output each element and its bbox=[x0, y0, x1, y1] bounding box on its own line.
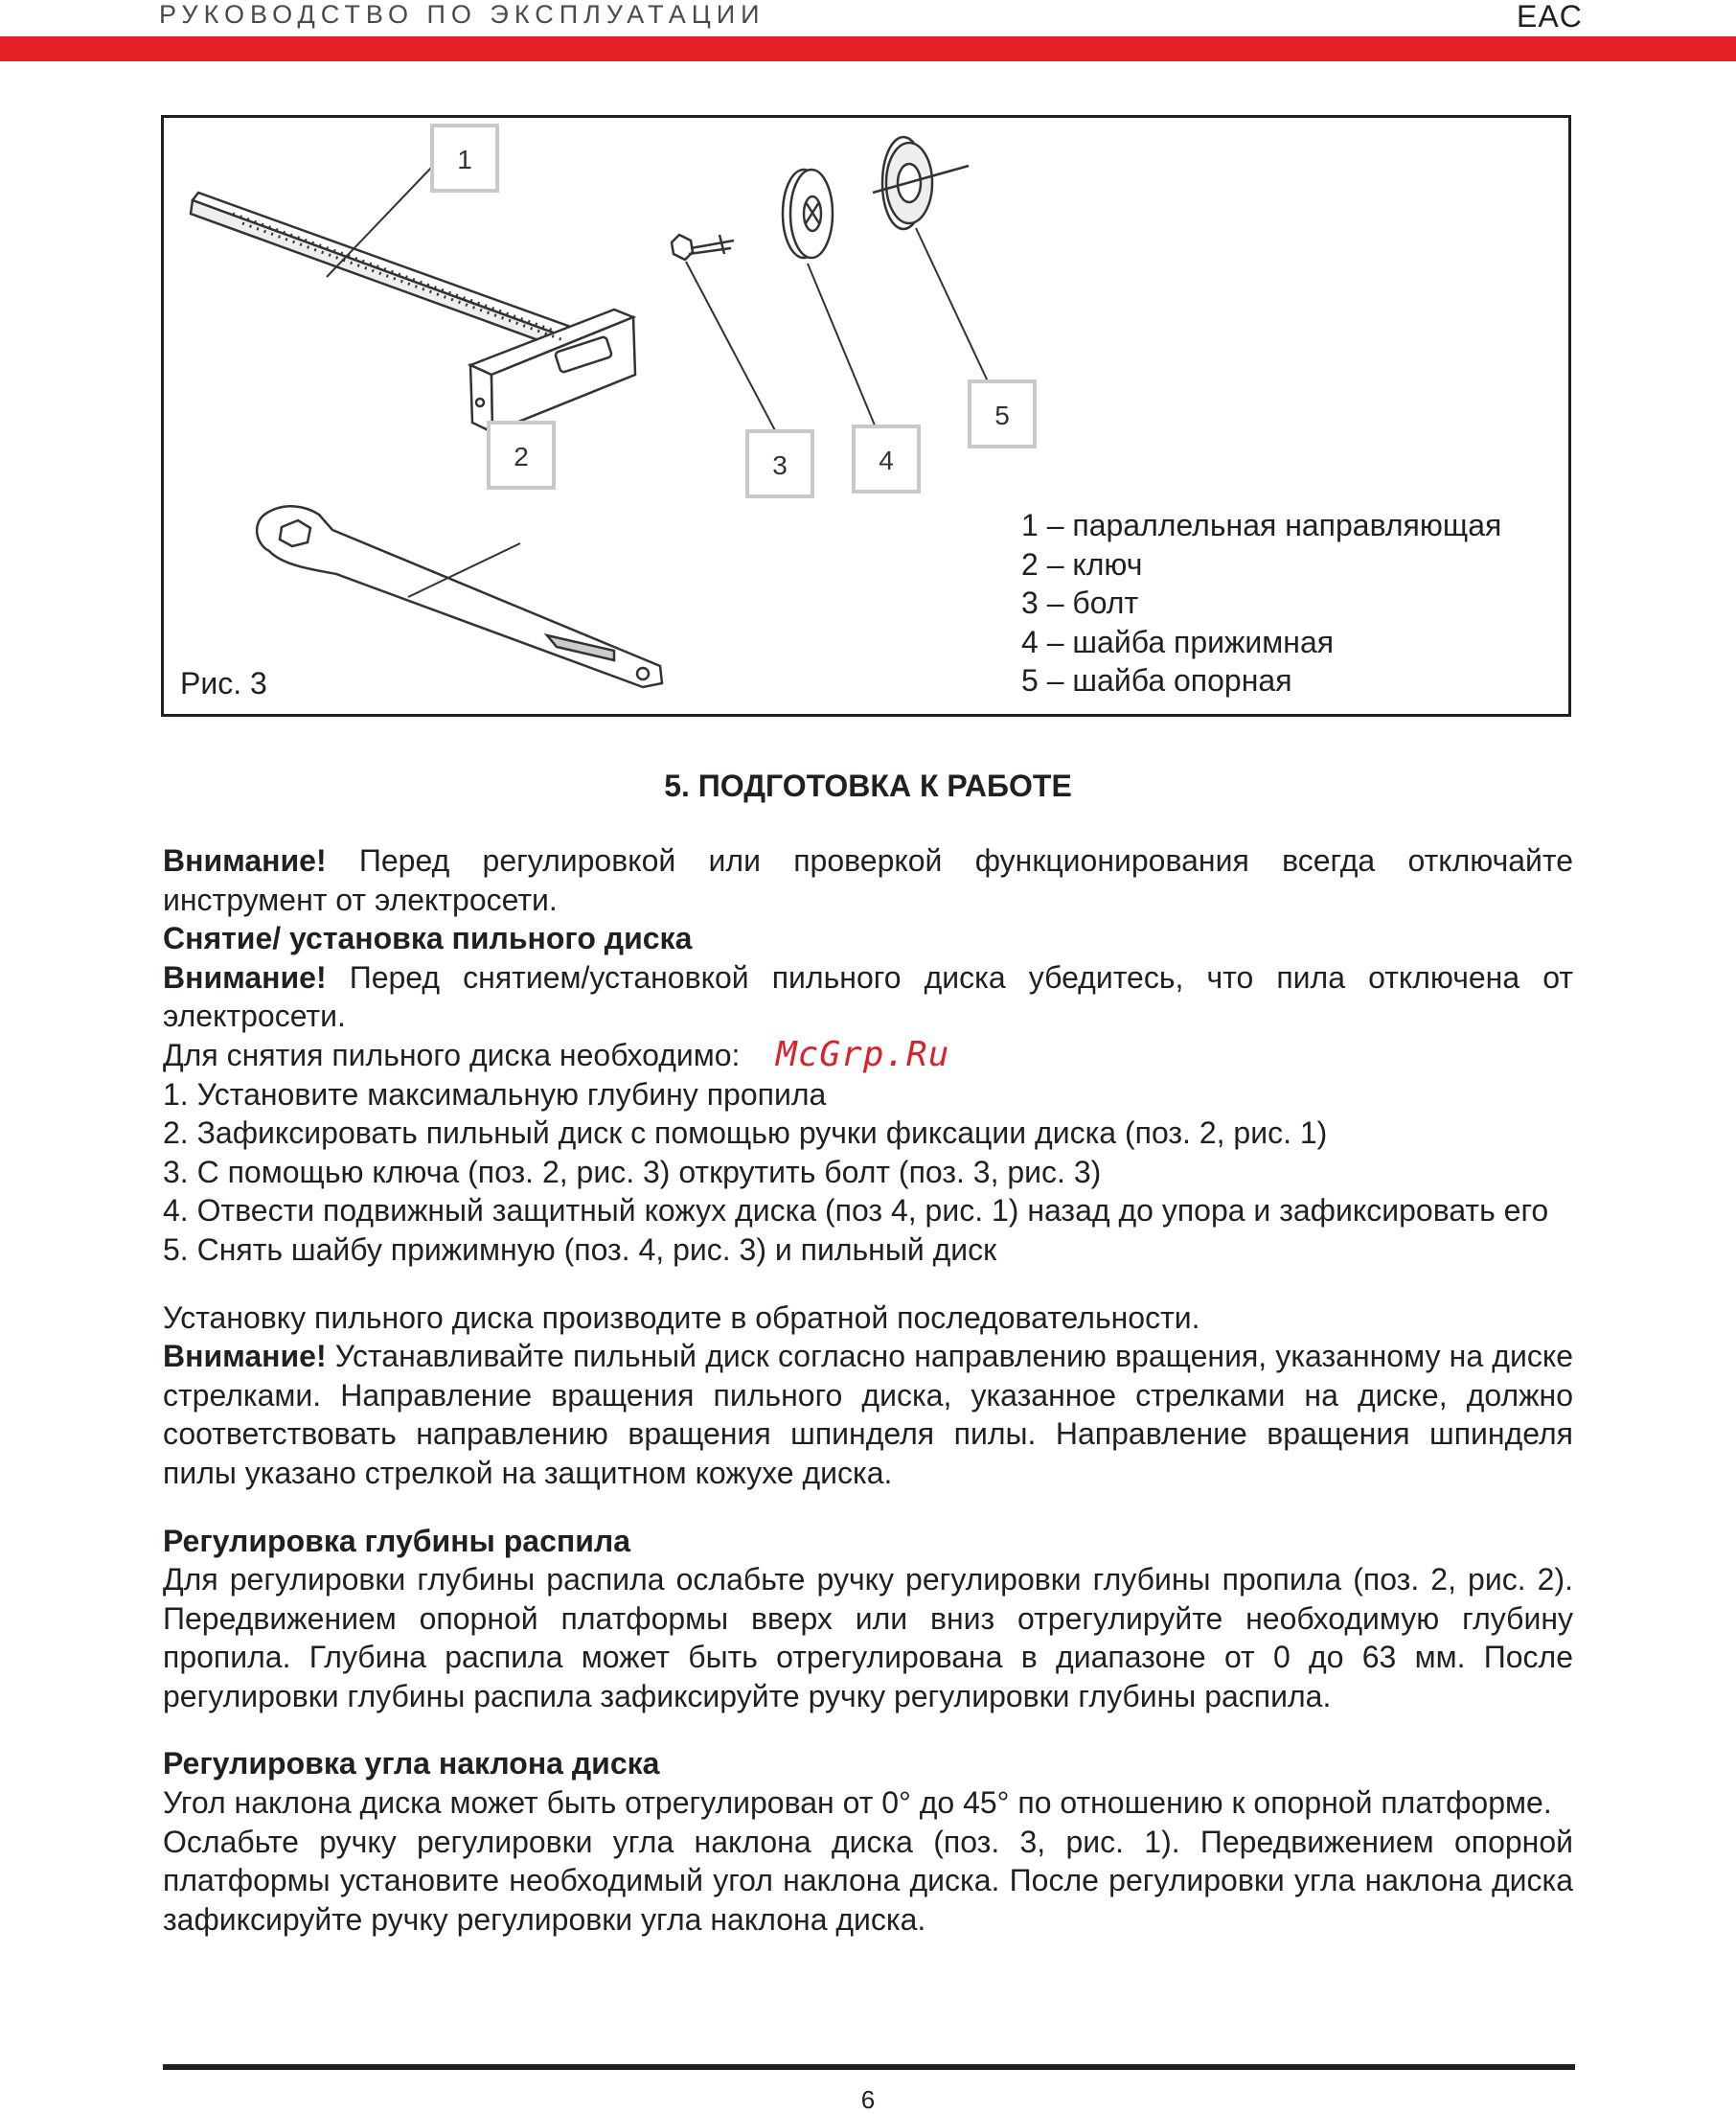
attention-text: Перед снятием/установкой пильного диска убедитесь, что пила отключена от электросети. bbox=[163, 959, 1573, 1034]
blade-steps-list bbox=[163, 1075, 1573, 1270]
header-title: РУКОВОДСТВО ПО ЭКСПЛУАТАЦИИ bbox=[159, 0, 765, 29]
angle-paragraph-1: Угол наклона диска может быть отрегулирован от 0° до 45° по отношению к опорной платформе. bbox=[163, 1785, 1552, 1821]
attention-text: Перед регулировкой или проверкой функционирования всегда отключайте инструмент от электросети. bbox=[163, 843, 1573, 917]
header-red-bar bbox=[0, 36, 1736, 61]
page-number: 6 bbox=[860, 2085, 876, 2114]
watermark-logo: McGrp.Ru bbox=[776, 1035, 950, 1074]
legend-item: 1 – параллельная направляющая bbox=[1021, 508, 1502, 542]
attention-paragraph bbox=[163, 841, 1573, 919]
legend-item: 5 – шайба опорная bbox=[1021, 663, 1292, 698]
list-item: 4. Отвести подвижный защитный кожух диска (поз 4, рис. 1) назад до упора и зафиксировать его bbox=[163, 1193, 1549, 1229]
list-item: 1. Установите максимальную глубину пропила bbox=[163, 1076, 827, 1112]
rotation-attention-paragraph bbox=[163, 1337, 1573, 1492]
footer-rule bbox=[163, 2064, 1575, 2070]
section-body bbox=[163, 841, 1573, 1939]
legend-item: 2 – ключ bbox=[1021, 546, 1143, 582]
legend-item: 3 – болт bbox=[1021, 586, 1139, 620]
subheading-angle: Регулировка угла наклона диска bbox=[163, 1746, 660, 1781]
blade-intro: Для снятия пильного диска необходимо: bbox=[163, 1037, 741, 1072]
subheading-blade: Снятие/ установка пильного диска bbox=[163, 921, 693, 956]
figure-legend bbox=[1021, 506, 1501, 701]
attention-label: Внимание! bbox=[163, 1339, 327, 1374]
support-washer-drawing bbox=[873, 137, 969, 229]
angle-paragraph-2: Ослабьте ручку регулировки угла наклона диска (поз. 3, рис. 1). Передвижением опорной платформы установите необходимый угол наклона диска. После регулировки угла наклона диска зафиксируйте ручку регулировки угла наклона диска. bbox=[163, 1824, 1573, 1937]
legend-item: 4 – шайба прижимная bbox=[1021, 624, 1335, 659]
attention-text: Устанавливайте пильный диск согласно направлению вращения, указанному на диске стрелками. Направление вращения пильного диска, указанное стрелками на диске, должно соответствовать направлению вращения шпинделя пилы. Направление вращения шпинделя пилы указано стрелкой на защитном кожухе диска. bbox=[163, 1339, 1573, 1490]
subheading-depth: Регулировка глубины распила bbox=[163, 1523, 630, 1558]
callout-5: 5 bbox=[994, 401, 1010, 430]
blade-attention-paragraph bbox=[163, 958, 1573, 1036]
install-paragraph: Установку пильного диска производите в обратной последовательности. bbox=[163, 1299, 1200, 1335]
list-item: 3. С помощью ключа (поз. 2, рис. 3) открутить болт (поз. 3, рис. 3) bbox=[163, 1154, 1102, 1189]
callout-1: 1 bbox=[457, 145, 472, 174]
callout-4: 4 bbox=[879, 446, 894, 475]
parallel-guide-drawing bbox=[191, 193, 635, 432]
figure-caption: Рис. 3 bbox=[180, 666, 267, 701]
depth-paragraph: Для регулировки глубины распила ослабьте ручку регулировки глубины пропила (поз. 2, рис. 2). Передвижением опорной платформы вверх или вниз отрегулируйте необходимую глубину пропила. Глубина распила может быть отрегулирована в диапазоне от 0 до 63 мм. После регулировки глубины распила зафиксируйте ручку регулировки глубины распила. bbox=[163, 1562, 1573, 1713]
wrench-drawing bbox=[257, 506, 662, 687]
eac-mark: EAC bbox=[1517, 0, 1583, 34]
pressing-washer-drawing bbox=[783, 170, 833, 258]
bolt-drawing bbox=[672, 235, 734, 260]
section-title: 5. ПОДГОТОВКА К РАБОТЕ bbox=[664, 769, 1072, 803]
figure-3 bbox=[161, 115, 1571, 717]
callout-2: 2 bbox=[514, 442, 529, 471]
callout-3: 3 bbox=[772, 450, 788, 480]
attention-label: Внимание! bbox=[163, 843, 327, 878]
list-item: 2. Зафиксировать пильный диск с помощью ручки фиксации диска (поз. 2, рис. 1) bbox=[163, 1115, 1328, 1151]
attention-label: Внимание! bbox=[163, 959, 327, 995]
list-item: 5. Снять шайбу прижимную (поз. 4, рис. 3) и пильный диск bbox=[163, 1231, 997, 1267]
